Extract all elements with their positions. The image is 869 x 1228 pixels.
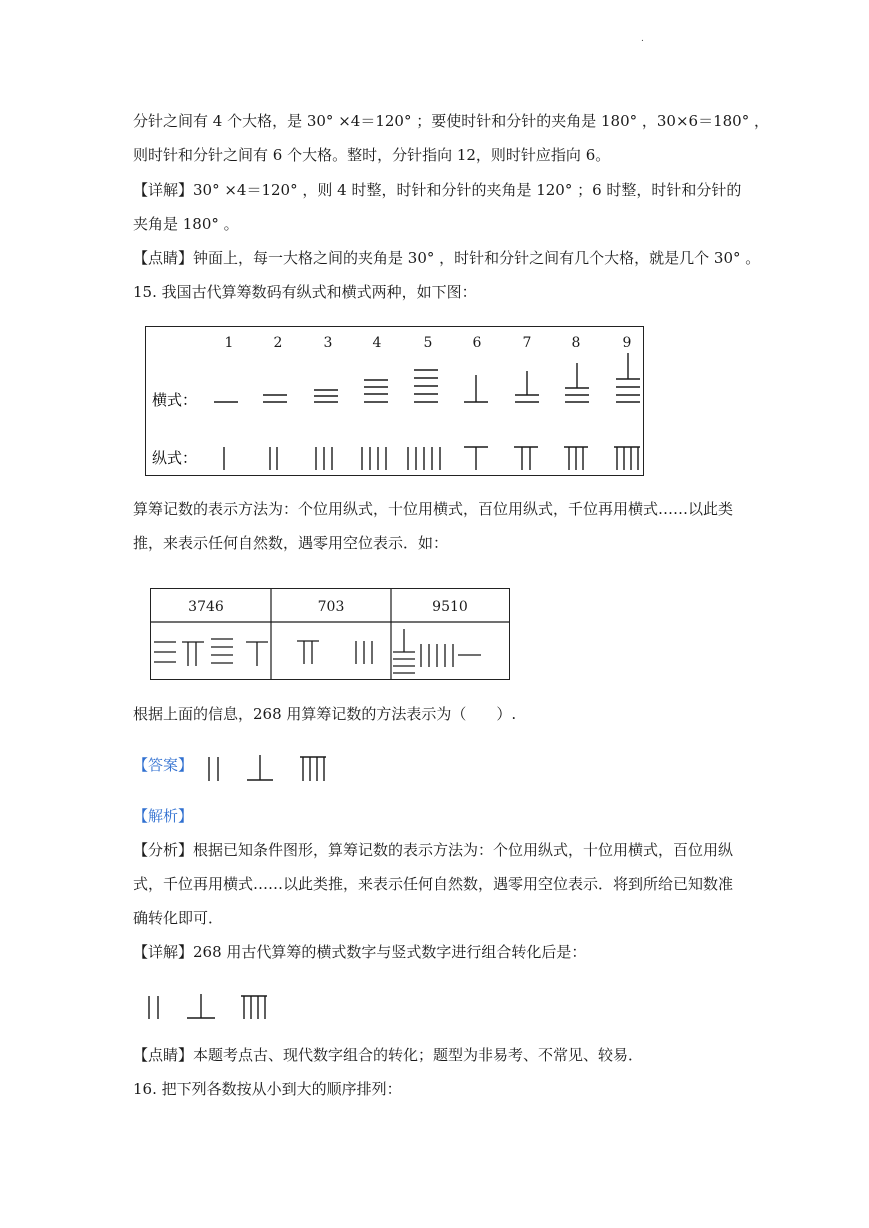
zong-row-label: 纵式： [152,449,198,467]
analysis-label: 【解析】 [133,807,194,825]
digit-label: 2 [273,335,283,351]
rod-numeral-figure [146,327,643,475]
text-line: 【点睛】钟面上，每一大格之间的夹角是 30° ，时针和分针之间有几个大格，就是几个 30° 。 [133,249,761,267]
question-16-title: 16. 把下列各数按从小到大的顺序排列： [133,1080,402,1098]
digit-label: 5 [423,335,433,351]
digit-label: 3 [323,335,333,351]
description-line: 推，来表示任何自然数，遇零用空位表示．如： [133,534,449,552]
question-text: 根据上面的信息，268 用算筹记数的方法表示为（ ）. [133,705,517,723]
text-line: 【详解】30° ×4＝120° ，则 4 时整，时针和分针的夹角是 120° ；6 时整，时针和分针的 [133,181,742,199]
answer-label: 【答案】 [133,756,194,774]
text-line: 分针之间有 4 个大格，是 30° ×4＝120° ；要使时针和分针的夹角是 180° ，30×6＝180° ， [133,112,769,130]
digit-label: 9 [622,335,632,351]
text-line: 夹角是 180° 。 [133,215,239,233]
analysis-line: 确转化即可． [133,909,224,927]
digit-label: 7 [522,335,532,351]
description-line: 算筹记数的表示方法为：个位用纵式，十位用横式，百位用纵式，千位再用横式……以此类 [133,500,734,518]
example-header: 3746 [188,599,224,615]
analysis-line: 式，千位再用横式……以此类推，来表示任何自然数，遇零用空位表示．将到所给已知数准 [133,875,734,893]
example-figure [151,589,509,679]
digit-label: 6 [472,335,482,351]
detail-rods [145,992,270,1022]
rod-numeral-table [145,326,644,476]
example-header: 703 [317,599,345,615]
header-mark: . [641,34,644,44]
text-line: 则时针和分针之间有 6 个大格。整时，分针指向 12，则时针应指向 6。 [133,146,611,164]
example-rods [154,629,481,673]
detail-line: 【详解】268 用古代算筹的横式数字与竖式数字进行组合转化后是： [133,943,587,961]
digit-label: 1 [224,335,234,351]
answer-rods [205,753,330,783]
heng-row-label: 横式： [152,391,198,409]
analysis-line: 【分析】根据已知条件图形，算筹记数的表示方法为：个位用纵式，十位用横式，百位用纵 [133,841,734,859]
question-15-title: 15. 我国古代算筹数码有纵式和横式两种，如下图： [133,283,477,301]
digit-label: 8 [571,335,581,351]
heng-rods [214,353,640,402]
zong-rods [224,447,640,470]
example-header: 9510 [432,599,468,615]
example-table [150,588,510,680]
comment-line: 【点睛】本题考点古、现代数字组合的转化；题型为非易考、不常见、较易． [133,1046,644,1064]
digit-label: 4 [372,335,382,351]
